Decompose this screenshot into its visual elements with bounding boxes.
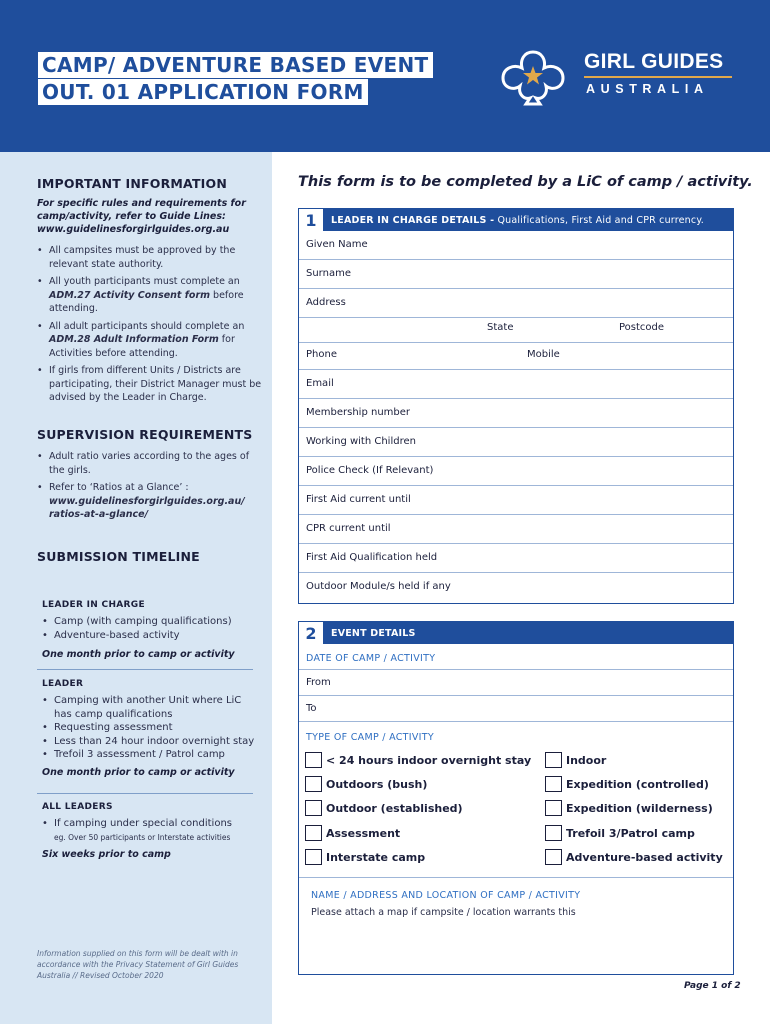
all-leaders-heading: ALL LEADERS [42, 802, 113, 812]
important-intro: For specific rules and requirements for camp/activity, refer to Guide Lines: www.guidelinesforgirlguides.org.au [37, 198, 246, 235]
checkbox-label: Outdoor (established) [326, 801, 463, 815]
field-label: First Aid Qualification held [306, 552, 438, 563]
list-item [37, 320, 262, 361]
section-number: 1 [299, 209, 325, 231]
section-leader-details [298, 208, 734, 604]
field-label: To [306, 703, 317, 714]
phone-row[interactable] [299, 343, 733, 370]
list-item: • If camping under special conditions [42, 817, 257, 831]
divider [37, 669, 253, 670]
checkbox[interactable] [545, 752, 562, 768]
logo-subwordmark: AUSTRALIA [586, 82, 709, 96]
field-label: Given Name [306, 239, 368, 250]
type-checkbox[interactable] [545, 800, 713, 816]
date-heading-row [299, 644, 733, 670]
field-label: Working with Children [306, 436, 416, 447]
type-checkbox[interactable] [305, 752, 531, 768]
list-item: • Less than 24 hour indoor overnight stay [42, 735, 257, 749]
field-label: Outdoor Module/s held if any [306, 581, 451, 592]
type-checkbox[interactable] [305, 800, 463, 816]
important-heading: IMPORTANT INFORMATION [37, 176, 228, 191]
section-number: 2 [299, 622, 325, 644]
list-item: • Trefoil 3 assessment / Patrol camp [42, 748, 257, 762]
wwc-field[interactable] [299, 428, 733, 457]
title-line-1: CAMP/ ADVENTURE BASED EVENT [38, 52, 433, 78]
section-event-details [298, 621, 734, 975]
type-checkbox[interactable] [305, 825, 400, 841]
divider [299, 877, 733, 878]
all-leaders-list [42, 817, 257, 844]
field-label: Police Check (If Relevant) [306, 465, 434, 476]
form-title [38, 52, 433, 105]
cpr-field[interactable] [299, 515, 733, 544]
adm27-ref: ADM.27 Activity Consent form [49, 289, 211, 301]
bullet-text: All adult participants should complete an [49, 320, 245, 332]
girl-guides-logo [498, 46, 738, 106]
list-item [37, 481, 262, 522]
all-leaders-timing: Six weeks prior to camp [42, 849, 171, 860]
checkbox-label: < 24 hours indoor overnight stay [326, 753, 532, 767]
type-checkbox[interactable] [545, 776, 709, 792]
membership-field[interactable] [299, 399, 733, 428]
to-field[interactable] [299, 696, 733, 722]
section-title [331, 215, 704, 226]
checkbox-label: Assessment [326, 826, 401, 840]
location-heading: NAME / ADDRESS AND LOCATION OF CAMP / ACTIVITY [311, 890, 581, 901]
bullet-text: All youth participants must complete an [49, 276, 240, 287]
list-item: • Adventure-based activity [42, 629, 257, 643]
fa-qualification-field[interactable] [299, 544, 733, 573]
mobile-label: Mobile [527, 349, 560, 360]
page-number: Page 1 of 2 [684, 981, 741, 991]
adm28-ref: ADM.28 Adult Information Form [49, 334, 219, 345]
list-item: • Adult ratio varies according to the ages of the girls. [37, 450, 262, 477]
checkbox[interactable] [545, 800, 562, 816]
type-checkbox[interactable] [305, 849, 425, 865]
checkbox-label: Interstate camp [326, 850, 426, 864]
given-name-field[interactable] [299, 231, 733, 260]
divider [37, 793, 253, 794]
from-field[interactable] [299, 670, 733, 696]
lic-timing: One month prior to camp or activity [42, 649, 235, 660]
submission-heading: SUBMISSION TIMELINE [37, 549, 200, 564]
logo-divider [584, 76, 732, 78]
checkbox-label: Indoor [566, 753, 607, 767]
email-field[interactable] [299, 370, 733, 399]
field-label: From [306, 677, 331, 688]
header-banner [0, 0, 770, 152]
checkbox-label: Adventure-based activity [566, 850, 723, 864]
checkbox-label: Expedition (wilderness) [566, 801, 713, 815]
surname-field[interactable] [299, 260, 733, 289]
list-item: • Camping with another Unit where LiC has camp qualifications [42, 694, 257, 721]
bullet-tail: before attending. [49, 289, 244, 314]
privacy-note: Information supplied on this form will be dealt with in accordance with the Privacy Statement of Girl Guides Australia // Revised October 2020 [37, 949, 239, 980]
title-line-2-rest: APPLICATION FORM [130, 80, 364, 104]
title-line-2 [38, 79, 368, 105]
lic-list [42, 615, 257, 642]
type-heading: TYPE OF CAMP / ACTIVITY [306, 732, 434, 743]
section-title: EVENT DETAILS [331, 627, 416, 639]
leader-list [42, 694, 257, 762]
list-item: • If girls from different Units / Districts are participating, their District Manager must be advised by the Leader in Charge. [37, 364, 262, 405]
form-code: OUT. 01 [42, 80, 131, 104]
date-heading: DATE OF CAMP / ACTIVITY [306, 653, 436, 664]
field-label: Email [306, 378, 334, 389]
list-item: • Camp (with camping qualifications) [42, 615, 257, 629]
checkbox-label: Expedition (controlled) [566, 777, 709, 791]
section-title-rest: Qualifications, First Aid and CPR currency. [494, 214, 705, 226]
type-checkbox[interactable] [545, 825, 695, 841]
checkbox[interactable] [305, 800, 322, 816]
bullet-text: Refer to ‘Ratios at a Glance’ : [49, 482, 189, 493]
type-checkbox[interactable] [545, 752, 606, 768]
ratios-link[interactable]: www.guidelinesforgirlguides.org.au/ ratios-at-a-glance/ [49, 495, 245, 520]
trefoil-icon [498, 46, 568, 106]
address-field[interactable] [299, 289, 733, 318]
list-note: eg. Over 50 participants or Interstate activities [54, 832, 231, 842]
type-checkbox[interactable] [545, 849, 723, 865]
checkbox-label: Outdoors (bush) [326, 777, 428, 791]
logo-wordmark: GIRL GUIDES [584, 50, 724, 73]
important-list [37, 244, 262, 409]
section-title-bold: LEADER IN CHARGE DETAILS - [331, 214, 495, 226]
checkbox[interactable] [545, 776, 562, 792]
leader-heading: LEADER [42, 679, 84, 689]
location-note: Please attach a map if campsite / location warrants this [311, 907, 576, 918]
checkbox[interactable] [305, 849, 322, 865]
lic-heading: LEADER IN CHARGE [42, 600, 145, 610]
checkbox[interactable] [545, 849, 562, 865]
type-checkbox[interactable] [305, 776, 427, 792]
state-label: State [487, 322, 514, 333]
state-postcode-row[interactable] [299, 318, 733, 343]
location-input-area[interactable] [299, 922, 733, 974]
list-item: • All campsites must be approved by the relevant state authority. [37, 244, 262, 271]
list-item: • Requesting assessment [42, 721, 257, 735]
supervision-heading: SUPERVISION REQUIREMENTS [37, 427, 253, 442]
phone-label: Phone [306, 349, 337, 360]
checkbox-label: Trefoil 3/Patrol camp [566, 826, 695, 840]
checkbox[interactable] [305, 825, 322, 841]
checkbox[interactable] [545, 825, 562, 841]
outdoor-module-field[interactable] [299, 573, 733, 603]
list-item [37, 275, 262, 316]
field-label: Membership number [306, 407, 411, 418]
field-label: First Aid current until [306, 494, 411, 505]
postcode-label: Postcode [619, 322, 665, 333]
police-check-field[interactable] [299, 457, 733, 486]
first-aid-field[interactable] [299, 486, 733, 515]
field-label: Address [306, 297, 346, 308]
page-title: This form is to be completed by a LiC of camp / activity. [298, 174, 753, 190]
section-header [299, 209, 733, 231]
type-heading-row [299, 722, 733, 750]
bullet-tail: for Activities before attending. [49, 334, 235, 359]
leader-timing: One month prior to camp or activity [42, 767, 235, 778]
checkbox[interactable] [305, 752, 322, 768]
field-label: CPR current until [306, 523, 391, 534]
supervision-list [37, 450, 262, 526]
section-header [299, 622, 733, 644]
field-label: Surname [306, 268, 351, 279]
checkbox[interactable] [305, 776, 322, 792]
